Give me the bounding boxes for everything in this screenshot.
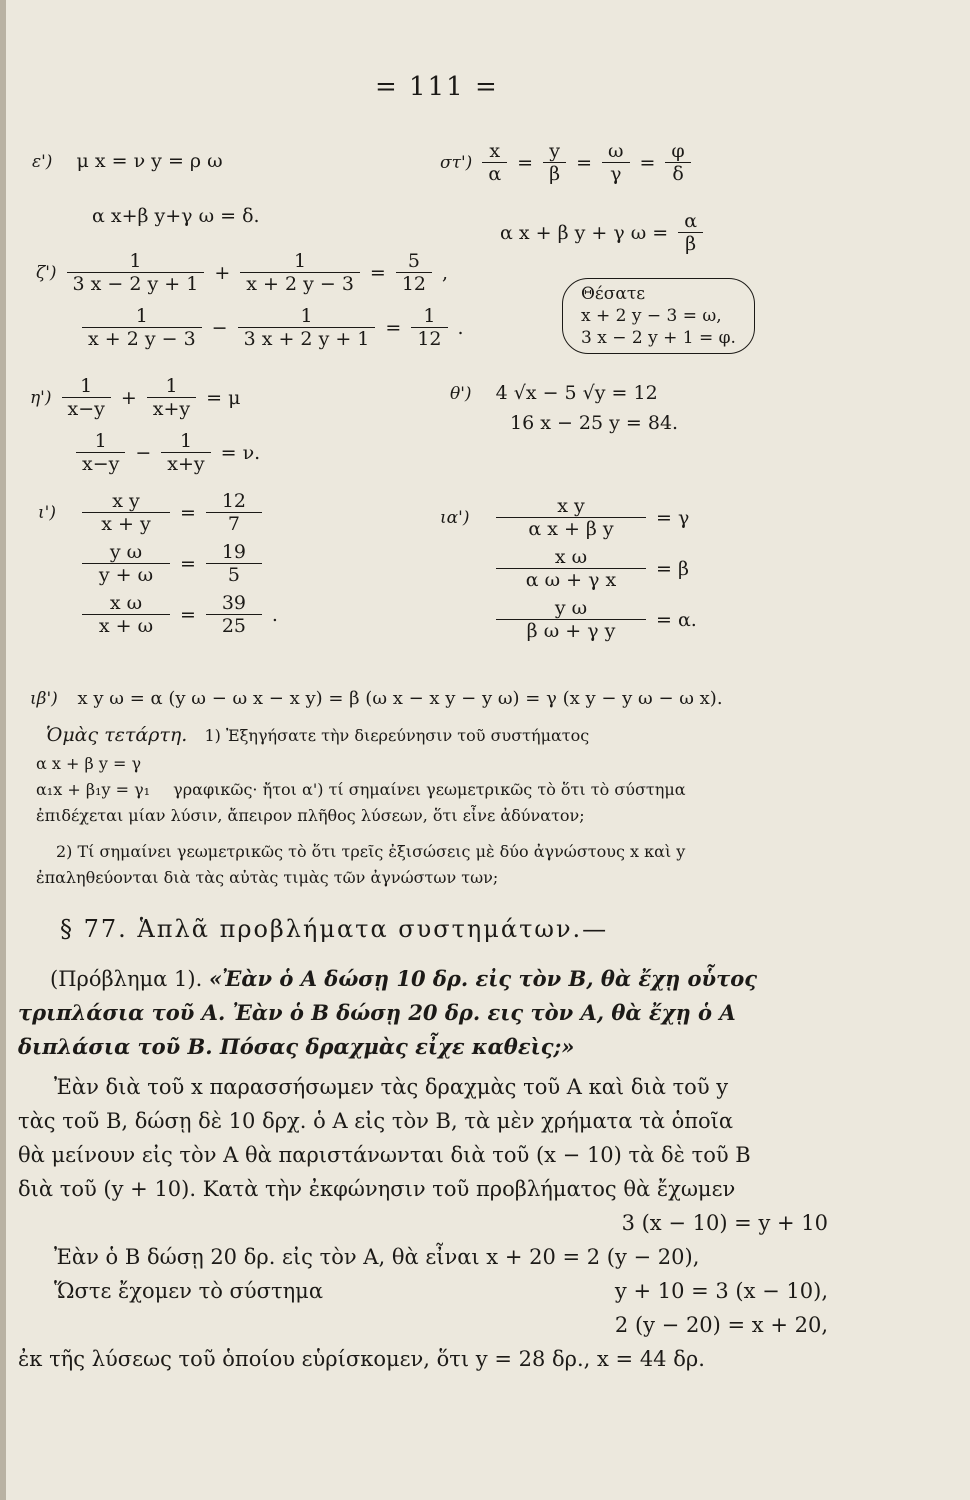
exercise-ia: ια') $\frac{\text{x y}}{\text{α x + β y}}$ = γ $\frac{\text{x ω}}{\text{α ω + γ x}}$ = β $\frac{\text{y ω}}{\text{β ω + γ y}}$ = α. (440, 495, 697, 642)
fraction: $\frac{1}{x-y}$ (62, 375, 111, 420)
problem-text: διπλάσια τοῦ Β. Πόσας δραχμὰς εἶχε καθεὶς;» (18, 1034, 575, 1059)
fraction: $\frac{1}{x+y}$ (161, 430, 210, 475)
page-number: = 111 = (375, 72, 499, 102)
note-line: x + 2 y − 3 = ω, (581, 306, 722, 326)
fraction: $\frac{y}{\beta}$ (543, 140, 566, 185)
exercise-z-row1: ζ') $\frac{1}{3 x - 2 y + 1}$ + $\frac{1}{x + 2 y - 3}$ = $\frac{5}{12}$ , (36, 250, 449, 295)
fraction: $\frac{x}{\alpha}$ (482, 140, 507, 185)
equation: 4 √x − 5 √y = 12 (495, 382, 658, 404)
fraction: $\frac{12}{7}$ (206, 490, 262, 535)
system-equation: α x + β y = γ (36, 754, 142, 773)
paragraph-line: Ἐὰν ὁ Β δώσῃ 20 δρ. εἰς τὸν Α, θὰ εἶναι x + 20 = 2 (y − 20), (54, 1245, 700, 1269)
fraction: $\frac{\text{x ω}}{\text{α ω + γ x}}$ (496, 546, 646, 591)
question-text: γραφικῶς· ἤτοι α') τί σημαίνει γεωμετρικῶς τὸ ὅτι τὸ σύστημα (173, 780, 686, 799)
exercise-z-row2: $\frac{1}{x + 2 y - 3}$ − $\frac{1}{3 x + 2 y + 1}$ = $\frac{1}{12}$ . (82, 305, 464, 350)
equation: x y ω = α (y ω − ω x − x y) = β (ω x − x y − y ω) = γ (x y − y ω − ω x). (77, 688, 723, 709)
exercise-label: ια') (440, 507, 470, 528)
equation: μ x = ν y = ρ ω (76, 150, 223, 172)
exercise-e (32, 150, 223, 172)
exercise-label: ζ') (36, 262, 57, 283)
exercise-label: θ') (450, 384, 472, 404)
group-four (36, 722, 936, 891)
exercise-h-row1: η') $\frac{1}{x-y}$ + $\frac{1}{x+y}$ = μ (30, 375, 241, 420)
exercise-label: ε') (32, 152, 53, 172)
fraction: $\frac{5}{12}$ (396, 250, 432, 295)
page-edge-shadow (0, 0, 6, 1500)
system-equation: α₁x + β₁y = γ₁ (36, 780, 151, 799)
exercise-label: η') (30, 387, 52, 408)
fraction: $\frac{\text{y ω}}{y + \omega}$ (82, 541, 170, 586)
exercise-label: ιβ') (30, 689, 58, 709)
question-text: 2) Τί σημαίνει γεωμετρικῶς τὸ ὅτι τρεῖς ἐξισώσεις μὲ δύο ἀγνώστους x καὶ y (56, 842, 686, 861)
fraction: $\frac{1}{x+y}$ (147, 375, 196, 420)
paragraph-line: θὰ μείνουν εἰς τὸν Α θὰ παριστάνωνται διὰ τοῦ (x − 10) τὰ δὲ τοῦ Β (18, 1143, 751, 1167)
paragraph-line: Ἐὰν διὰ τοῦ x παρασσήσωμεν τὰς δραχμὰς τοῦ Α καὶ διὰ τοῦ y (54, 1075, 729, 1099)
fraction: $\frac{1}{3 x - 2 y + 1}$ (67, 250, 205, 295)
problem-lead: (Πρόβλημα 1). (50, 967, 203, 991)
question-text: 1) Ἐξηγήσατε τὴν διερεύνησιν τοῦ συστήματος (204, 726, 590, 745)
question-text: ἐπαληθεύονται διὰ τὰς αὐτὰς τιμὰς τῶν ἀγνώστων των; (36, 868, 499, 887)
exercise-th-line2: 16 x − 25 y = 84. (510, 412, 679, 434)
paragraph-line: διὰ τοῦ (y + 10). Κατὰ τὴν ἐκφώνησιν τοῦ προβλήματος θὰ ἔχωμεν (18, 1177, 736, 1201)
fraction: $\frac{1}{12}$ (411, 305, 447, 350)
fraction: $\frac{19}{5}$ (206, 541, 262, 586)
note-line: Θέσατε (581, 284, 646, 304)
fraction: $\frac{1}{x + 2 y - 3}$ (240, 250, 360, 295)
paragraph-line: τὰς τοῦ Β, δώσῃ δὲ 10 δρχ. ὁ Α εἰς τὸν Β, τὰ μὲν χρήματα τὰ ὁποῖα (18, 1109, 734, 1133)
fraction: $\frac{1}{x-y}$ (76, 430, 125, 475)
exercise-ib (30, 688, 723, 709)
exercise-h-row2: $\frac{1}{x-y}$ − $\frac{1}{x+y}$ = ν. (76, 430, 260, 475)
question-text: ἐπιδέχεται μίαν λύσιν, ἄπειρον πλῆθος λύσεων, ὅτι εἶνε ἀδύνατον; (36, 806, 585, 825)
fraction: $\frac{1}{3 x + 2 y + 1}$ (238, 305, 376, 350)
problem-text: «Ἐὰν ὁ Α δώσῃ 10 δρ. εἰς τὸν Β, θὰ ἔχῃ οὗτος (208, 966, 758, 991)
fraction: $\frac{\text{y ω}}{\text{β ω + γ y}}$ (496, 597, 646, 642)
fraction: $\frac{\text{x ω}}{x + \omega}$ (82, 592, 170, 637)
exercise-th (450, 382, 658, 404)
equation: 3 (x − 10) = y + 10 (621, 1211, 828, 1235)
solution-text (18, 1070, 938, 1376)
system-equation: y + 10 = 3 (x − 10), (614, 1279, 828, 1303)
paragraph-line: Ὥστε ἔχομεν τὸ σύστημα (54, 1279, 324, 1303)
fraction: $\frac{\text{x y}}{x + y}$ (82, 490, 170, 535)
section-heading: § 77. Ἁπλᾶ προβλήματα συστημάτων.— (60, 915, 609, 943)
exercise-i: ι') $\frac{\text{x y}}{x + y}$ = $\frac{12}{7}$ $\frac{\text{y ω}}{y + \omega}$ = $\frac{19}{5}$ $\frac{\text{x ω}}{x + \omega}$ = $\frac{39}{25}$ . (38, 490, 278, 637)
fraction: $\frac{\varphi}{\delta}$ (665, 140, 690, 185)
fraction: $\frac{1}{x + 2 y - 3}$ (82, 305, 202, 350)
problem-text: τριπλάσια τοῦ Α. Ἐὰν ὁ Β δώσῃ 20 δρ. εις τὸν Α, θὰ ἔχῃ ὁ Α (18, 1000, 736, 1025)
paragraph-line: ἐκ τῆς λύσεως τοῦ ὁποίου εὑρίσκομεν, ὅτι y = 28 δρ., x = 44 δρ. (18, 1347, 705, 1371)
note-line: 3 x − 2 y + 1 = φ. (581, 328, 736, 348)
exercise-label: ι') (38, 502, 56, 523)
exercise-st-line2: α x + β y + γ ω = $\frac{\alpha}{\beta}$ (500, 210, 703, 255)
exercise-label: στ') (440, 152, 473, 173)
system-equation: 2 (y − 20) = x + 20, (614, 1313, 828, 1337)
substitution-note (562, 278, 755, 354)
fraction: $\frac{\alpha}{\beta}$ (678, 210, 703, 255)
exercise-st: στ') $\frac{x}{\alpha}$ = $\frac{y}{\beta}$ = $\frac{\omega}{\gamma}$ = $\frac{\varphi}{\delta}$ (440, 140, 691, 185)
problem-statement (18, 962, 938, 1064)
group-title: Ὁμὰς τετάρτη. (46, 724, 188, 746)
fraction: $\frac{39}{25}$ (206, 592, 262, 637)
fraction: $\frac{\text{x y}}{\text{α x + β y}}$ (496, 495, 646, 540)
fraction: $\frac{\omega}{\gamma}$ (602, 140, 630, 185)
exercise-e-line2: α x+β y+γ ω = δ. (92, 205, 260, 227)
